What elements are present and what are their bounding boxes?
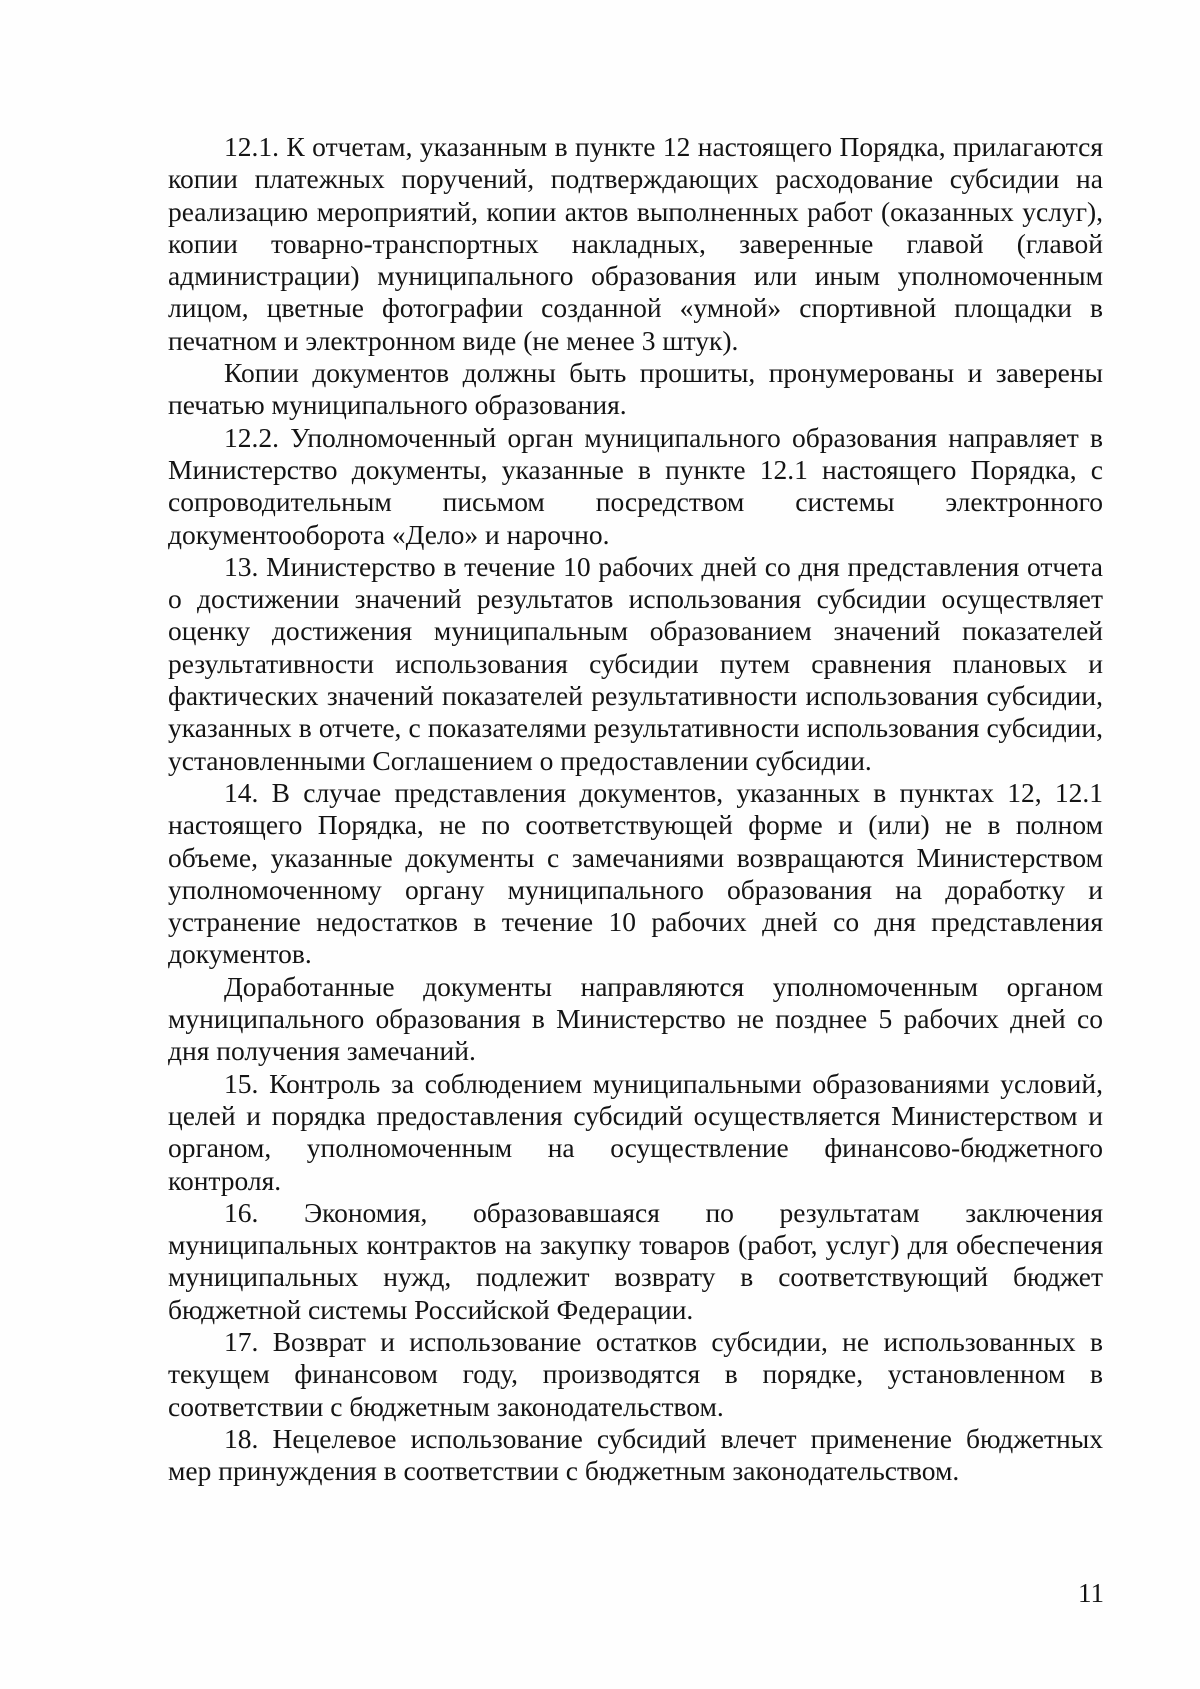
paragraph-15: 15. Контроль за соблюдением муниципальными образованиями условий, целей и порядка предоставления субсидий осуществляется Министерством и органом, уполномоченным на осуществление финансово-бюджетного контроля. <box>168 1067 1103 1196</box>
paragraph-18: 18. Нецелевое использование субсидий влечет применение бюджетных мер принуждения в соответствии с бюджетным законодательством. <box>168 1422 1103 1487</box>
paragraph-copies-certification: Копии документов должны быть прошиты, пронумерованы и заверены печатью муниципального образования. <box>168 357 1103 421</box>
paragraph-17: 17. Возврат и использование остатков субсидии, не использованных в текущем финансовом году, производятся в порядке, установленном в соответствии с бюджетным законодательством. <box>168 1325 1103 1422</box>
paragraph-revised-documents: Доработанные документы направляются уполномоченным органом муниципального образования в Министерство не позднее 5 рабочих дней со дня получения замечаний. <box>168 970 1103 1067</box>
paragraph-16: 16. Экономия, образовавшаяся по результатам заключения муниципальных контрактов на закупку товаров (работ, услуг) для обеспечения муниципальных нужд, подлежит возврату в соответствующий бюджет бюджетной системы Российской Федерации. <box>168 1196 1103 1325</box>
paragraph-14: 14. В случае представления документов, указанных в пунктах 12, 12.1 настоящего Порядка, не по соответствующей форме и (или) не в полном объеме, указанные документы с замечаниями возвращаются Министерством уполномоченному органу муниципального образования на доработку и устранение недостатков в течение 10 рабочих дней со дня представления документов. <box>168 776 1103 970</box>
paragraph-12-2: 12.2. Уполномоченный орган муниципального образования направляет в Министерство документы, указанные в пункте 12.1 настоящего Порядка, с сопроводительным письмом посредством системы электронного документооборота «Дело» и нарочно. <box>168 421 1103 550</box>
paragraph-13: 13. Министерство в течение 10 рабочих дней со дня представления отчета о достижении значений результатов использования субсидии осуществляет оценку достижения муниципальным образованием значений показателей результативности использования субсидии путем сравнения плановых и фактических значений показателей результативности использования субсидии, указанных в отчете, с показателями результативности использования субсидии, установленными Соглашением о предоставлении субсидии. <box>168 550 1103 776</box>
page-number: 11 <box>1078 1578 1104 1608</box>
paragraph-12-1: 12.1. К отчетам, указанным в пункте 12 настоящего Порядка, прилагаются копии платежных поручений, подтверждающих расходование субсидии на реализацию мероприятий, копии актов выполненных работ (оказанных услуг), копии товарно-транспортных накладных, заверенные главой (главой администрации) муниципального образования или иным уполномоченным лицом, цветные фотографии созданной «умной» спортивной площадки в печатном и электронном виде (не менее 3 штук). <box>168 131 1103 356</box>
document-body <box>168 131 1103 1487</box>
